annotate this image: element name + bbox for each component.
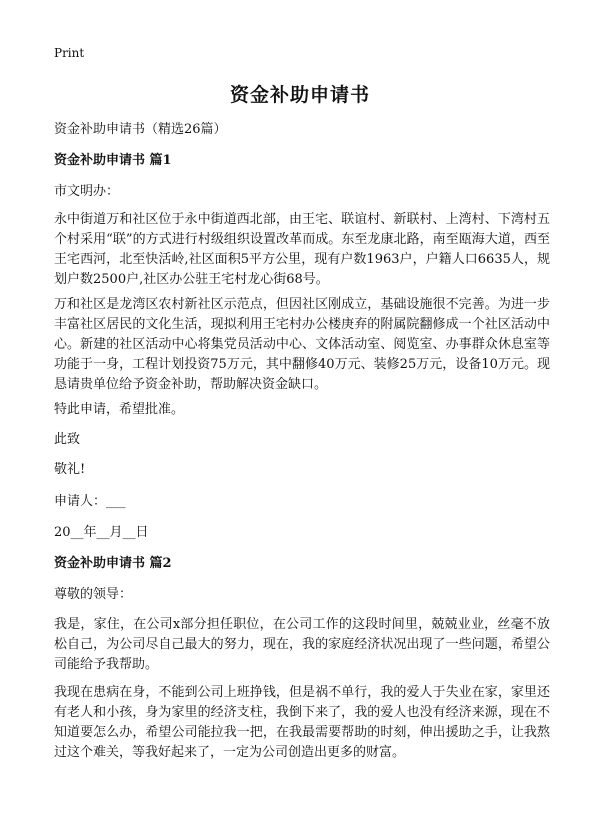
date-line: 20__年__月__日	[54, 525, 149, 540]
section-heading: 资金补助申请书 篇2	[54, 556, 172, 571]
salutation: 市文明办：	[54, 184, 120, 199]
body-paragraph: 永中街道万和社区位于永中街道西北部，由王宅、联谊村、新联村、上湾村、下湾村五个村采用“联”的方式进行村级组织设置改革而成。东至龙康北路，南至瓯海大道，西至王宅西河，北至快活岭,社区面积5平方公里，现有户数1963户，户籍人口6635人，规划户数2500户,社区办公驻王宅村龙心街68号。	[54, 212, 550, 287]
salutation: 尊敬的领导：	[54, 587, 133, 602]
regards-line: 敬礼!	[54, 462, 86, 477]
body-paragraph: 我现在患病在身，不能到公司上班挣钱，但是祸不单行，我的爱人于失业在家，家里还有老人和小孩，身为家里的经济支柱，我倒下来了，我的爱人也没有经济来源，现在不知道要怎么办，希望公司能拉我一把，在我最需要帮助的时刻，伸出援助之手，让我熬过这个难关，等我好起来了，一定为公司创造出更多的财富。	[54, 685, 550, 760]
body-paragraph: 万和社区是龙湾区农村新社区示范点，但因社区刚成立，基础设施很不完善。为进一步丰富社区居民的文化生活，现拟利用王宅村办公楼庚弃的附属院翻修成一个社区活动中心。新建的社区活动中心将集党员活动中心、文体活动室、阅览室、办事群众休息室等功能于一身，工程计划投资75万元，其中翻修40万元、装修25万元，设备10万元。现恳请贵单位给予资金补助，帮助解决资金缺口。	[54, 297, 550, 392]
print-label: Print	[54, 46, 85, 60]
page-title: 资金补助申请书	[229, 84, 370, 106]
subtitle: 资金补助申请书（精选26篇）	[54, 122, 227, 137]
closing-text: 特此申请，希望批准。	[54, 402, 185, 417]
body-paragraph: 我是，家住，在公司x部分担任职位，在公司工作的这段时间里，兢兢业业，丝毫不放松自己，为公司尽自己最大的努力，现在，我的家庭经济状况出现了一些问题，希望公司能给予我帮助。	[54, 617, 550, 672]
section-heading: 资金补助申请书 篇1	[54, 153, 172, 168]
applicant-line: 申请人：___	[54, 494, 126, 509]
regards-line: 此致	[54, 432, 81, 447]
